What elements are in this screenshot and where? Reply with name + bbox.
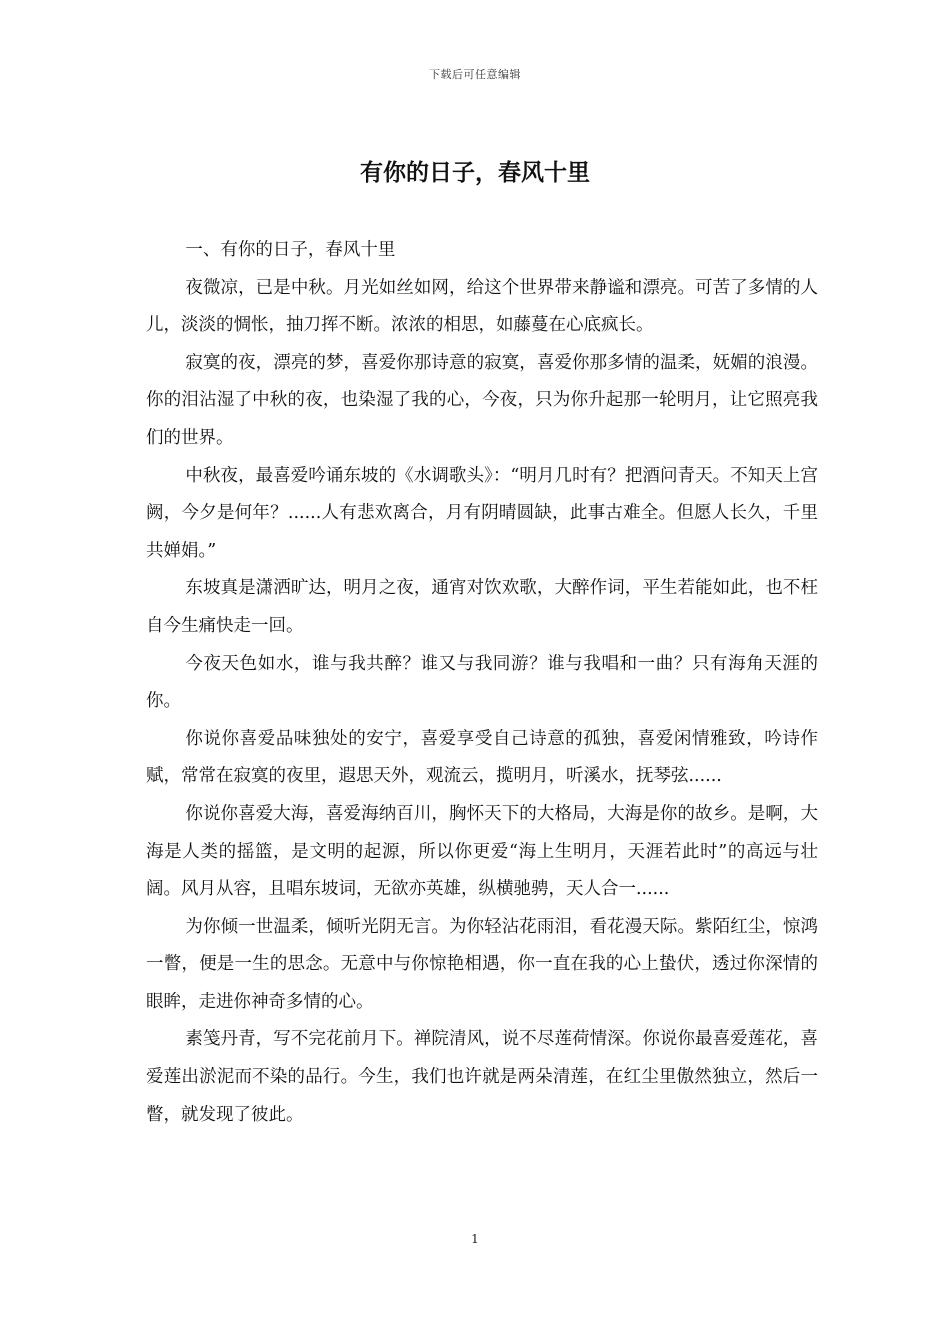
paragraph: 你说你喜爱品味独处的安宁，喜爱享受自己诗意的孤独，喜爱闲情雅致，吟诗作赋，常常在寂寞的夜里，遐思天外，观流云，揽明月，听溪水，抚琴弦...... <box>146 728 818 787</box>
header-note: 下载后可任意编辑 <box>429 68 521 81</box>
paragraph: 你说你喜爱大海，喜爱海纳百川，胸怀天下的大格局，大海是你的故乡。是啊，大海是人类的摇篮，是文明的起源，所以你更爱“海上生明月，天涯若此时”的高远与壮阔。风月从容，且唱东坡词，无欲亦英雄，纵横驰骋，天人合一...... <box>146 803 818 900</box>
document-body <box>146 232 818 1134</box>
paragraph: 今夜天色如水，谁与我共醉？谁又与我同游？谁与我唱和一曲？只有海角天涯的你。 <box>146 653 818 712</box>
document-title: 有你的日子，春风十里 <box>360 160 590 186</box>
paragraph: 为你倾一世温柔，倾听光阴无言。为你轻沾花雨泪，看花漫天际。紫陌红尘，惊鸿一瞥，便是一生的思念。无意中与你惊艳相遇，你一直在我的心上蛰伏，透过你深情的眼眸，走进你神奇多情的心。 <box>146 916 818 1012</box>
paragraph: 中秋夜，最喜爱吟诵东坡的《水调歌头》：“明月几时有？把酒问青天。不知天上宫阙，今夕是何年？......人有悲欢离合，月有阴晴圆缺，此事古难全。但愿人长久，千里共婵娟。” <box>146 465 818 561</box>
page-number: 1 <box>471 1232 479 1246</box>
section-heading: 一、有你的日子，春风十里 <box>185 240 396 260</box>
paragraph: 夜微凉，已是中秋。月光如丝如网，给这个世界带来静谧和漂亮。可苦了多情的人儿，淡淡的惆怅，抽刀挥不断。浓浓的相思，如藤蔓在心底疯长。 <box>146 277 818 336</box>
paragraph: 寂寞的夜，漂亮的梦，喜爱你那诗意的寂寞，喜爱你那多情的温柔，妩媚的浪漫。你的泪沾湿了中秋的夜，也染湿了我的心，今夜，只为你升起那一轮明月，让它照亮我们的世界。 <box>146 352 818 448</box>
paragraph: 素笺丹青，写不完花前月下。禅院清风，说不尽莲荷情深。你说你最喜爱莲花，喜爱莲出淤泥而不染的品行。今生，我们也许就是两朵清莲，在红尘里傲然独立，然后一瞥，就发现了彼此。 <box>146 1029 818 1125</box>
paragraph: 东坡真是潇洒旷达，明月之夜，通宵对饮欢歌，大醉作词，平生若能如此，也不枉自今生痛快走一回。 <box>146 578 818 636</box>
